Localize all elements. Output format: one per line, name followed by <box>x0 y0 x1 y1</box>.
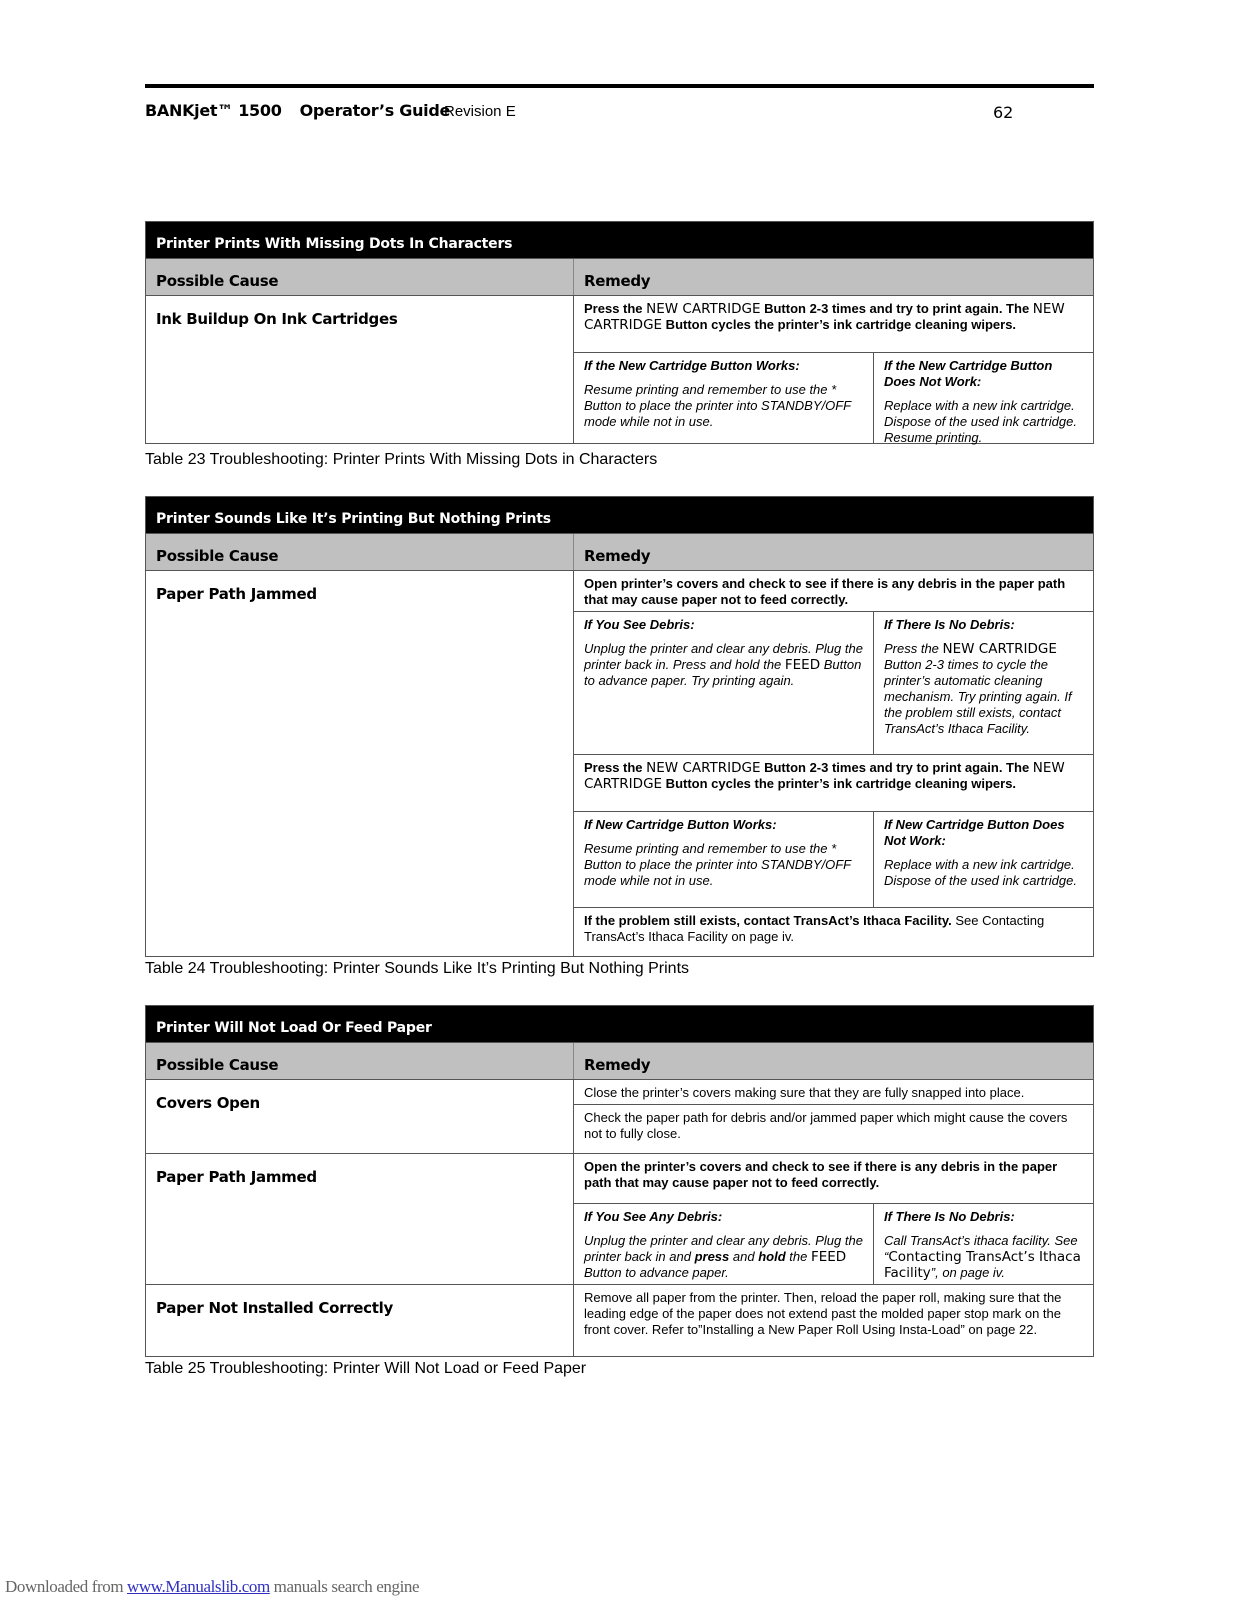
col-cause: Possible Cause <box>156 547 279 565</box>
remedy-no-debris: If There Is No Debris: Call TransAct’s ithaca facility. See “Contacting TransAct’s Ithaca Facility”, on page iv. <box>884 1209 1081 1281</box>
table-row <box>146 1080 1093 1153</box>
remedy-any-debris: If You See Any Debris: Unplug the printer and clear any debris. Plug the printer back in and press and hold the FEED Button to advance paper. <box>574 1204 874 1284</box>
remedy-cell: Press the NEW CARTRIDGE Button 2-3 times and try to print again. The NEW CARTRIDGE Button cycles the printer’s ink cartridge cleaning wipers. <box>574 754 1093 811</box>
table-caption: Table 25 Troubleshooting: Printer Will Not Load or Feed Paper <box>145 1360 587 1377</box>
table-title: Printer Prints With Missing Dots In Characters <box>146 222 1093 258</box>
col-remedy: Remedy <box>584 547 651 565</box>
col-remedy: Remedy <box>584 272 651 290</box>
remedy-cell: Open the printer’s covers and check to see if there is any debris in the paper path that may cause paper not to feed correctly. <box>584 1159 1058 1190</box>
cause-cell: Paper Path Jammed <box>146 1154 574 1284</box>
page-number: 62 <box>993 103 1014 122</box>
download-footer: Downloaded from www.Manualslib.com manuals search engine <box>5 1577 420 1596</box>
table-25 <box>145 1005 1094 1357</box>
remedy-cell: If the problem still exists, contact TransAct’s Ithaca Facility. See Contacting TransAct’s Ithaca Facility on page iv. <box>574 907 1093 956</box>
revision-label: Revision E <box>444 103 516 120</box>
remedy-cell: Check the paper path for debris and/or jammed paper which might cause the covers not to fully close. <box>574 1104 1093 1153</box>
table-header <box>146 258 1093 296</box>
remedy-no-debris: If There Is No Debris: Press the NEW CARTRIDGE Button 2-3 times to cycle the printer’s automatic cleaning mechanism. Try printing again. If the problem still exists, contact TransAct’s Ithaca Facility. <box>884 617 1072 736</box>
col-cause: Possible Cause <box>156 1056 279 1074</box>
manualslib-link[interactable]: www.Manualslib.com <box>127 1577 270 1596</box>
col-remedy: Remedy <box>584 1056 651 1074</box>
remedy-works: If New Cartridge Button Works: Resume printing and remember to use the * Button to place the printer into STANDBY/OFF mode while not in use. <box>574 812 874 907</box>
cause-cell: Paper Path Jammed <box>146 571 574 956</box>
table-caption: Table 24 Troubleshooting: Printer Sounds Like It’s Printing But Nothing Prints <box>145 960 690 977</box>
table-header <box>146 1042 1093 1080</box>
remedy-cell: Open printer’s covers and check to see if there is any debris in the paper path that may cause paper not to feed correctly. <box>584 576 1066 607</box>
remedy-not-work: If New Cartridge Button Does Not Work: Replace with a new ink cartridge. Dispose of the used ink cartridge. <box>884 817 1077 888</box>
table-title: Printer Sounds Like It’s Printing But Nothing Prints <box>146 497 1093 533</box>
table-header <box>146 533 1093 571</box>
remedy-cell: Press the NEW CARTRIDGE Button 2-3 times and try to print again. The NEW CARTRIDGE Button cycles the printer’s ink cartridge cleaning wipers. <box>584 301 1065 333</box>
remedy-cell: Remove all paper from the printer. Then, reload the paper roll, making sure that the leading edge of the paper does not extend past the molded paper stop mark on the front cover. Refer to”Installing a New Paper Roll Using Insta-Load” on page 22. <box>584 1290 1062 1337</box>
table-23 <box>145 221 1094 444</box>
table-row <box>146 296 1093 443</box>
remedy-debris: If You See Debris: Unplug the printer and clear any debris. Plug the printer back in. Press and hold the FEED Button to advance paper. Try printing again. <box>574 612 874 754</box>
page-header <box>145 101 1094 125</box>
header-rule <box>145 84 1094 88</box>
table-caption: Table 23 Troubleshooting: Printer Prints With Missing Dots in Characters <box>145 451 658 468</box>
col-cause: Possible Cause <box>156 272 279 290</box>
table-row <box>146 1284 1093 1356</box>
remedy-works: If the New Cartridge Button Works: Resume printing and remember to use the * Button to place the printer into STANDBY/OFF mode while not in use. <box>574 353 874 443</box>
remedy-not-work: If the New Cartridge Button Does Not Work: Replace with a new ink cartridge. Dispose of the used ink cartridge. Resume printing. <box>884 358 1077 445</box>
remedy-cell: Close the printer’s covers making sure that they are fully snapped into place. <box>584 1085 1025 1100</box>
cause-cell: Ink Buildup On Ink Cartridges <box>146 296 574 443</box>
cause-cell: Covers Open <box>146 1080 574 1153</box>
table-24 <box>145 496 1094 957</box>
guide-title: BANKjet™ 1500 Operator’s Guide <box>145 101 451 120</box>
cause-cell: Paper Not Installed Correctly <box>146 1285 574 1356</box>
table-row <box>146 571 1093 956</box>
table-row <box>146 1153 1093 1284</box>
table-title: Printer Will Not Load Or Feed Paper <box>146 1006 1093 1042</box>
